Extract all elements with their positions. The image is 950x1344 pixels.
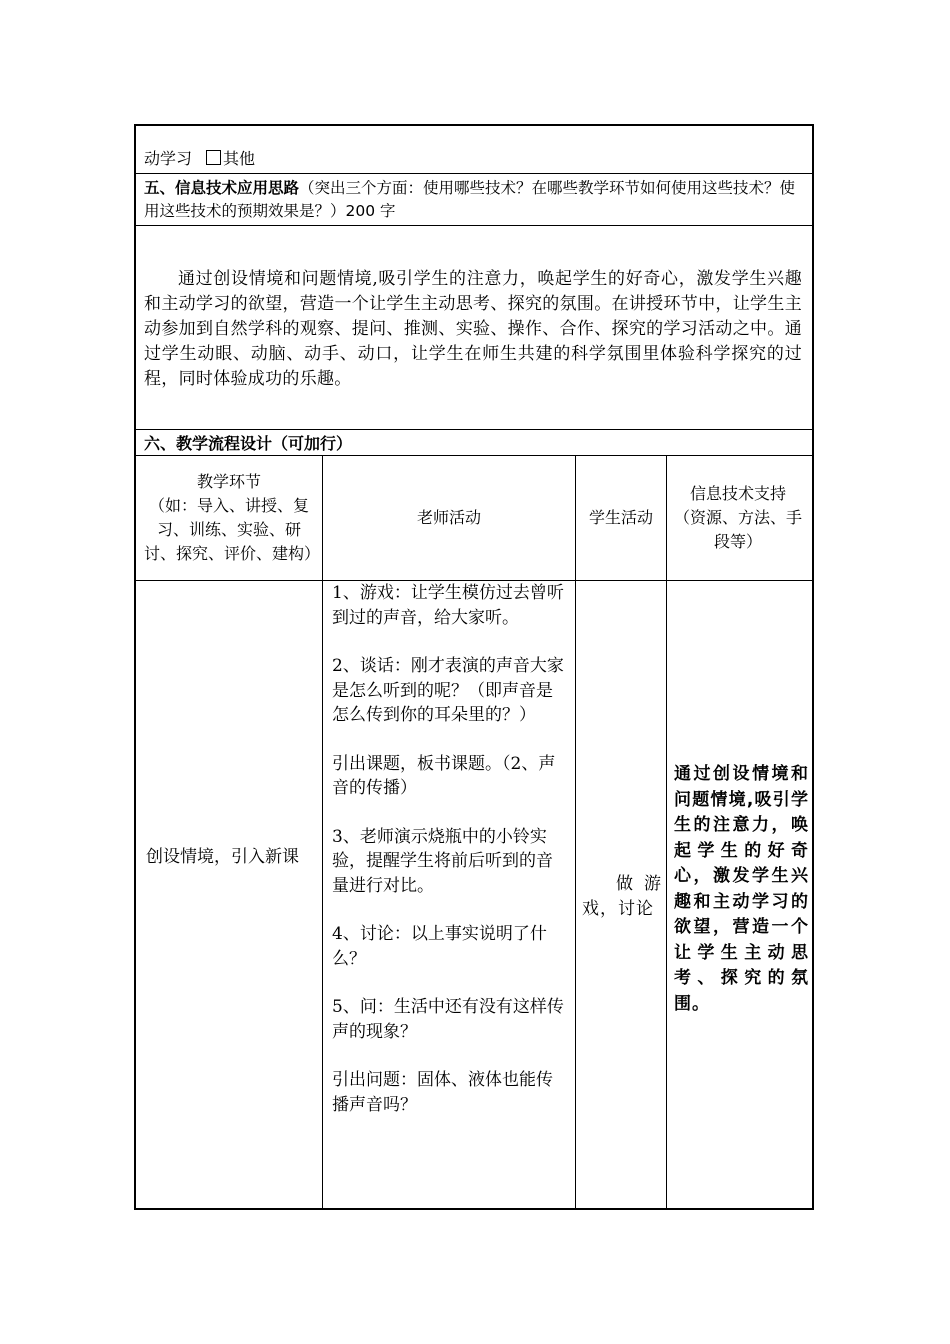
stage-cell: 创设情境，引入新课 — [146, 847, 299, 867]
learning-mode-row — [136, 126, 812, 174]
header-stage — [144, 456, 321, 580]
header-teacher: 老师活动 — [416, 508, 481, 527]
header-stage-title: 教学环节 — [196, 472, 261, 491]
teacher-item: 5、问：生活中还有没有这样传声的现象？ — [332, 997, 564, 1042]
tech-support-cell: 通过创设情境和问题情境,吸引学生的注意力，唤起学生的好奇心，激发学生兴趣和主动学习的欲望，营造一个让学生主动思考、探究的氛围。 — [674, 764, 809, 1014]
learning-mode-text: 动学习 — [144, 149, 193, 168]
header-tech-title: 信息技术支持 — [689, 484, 786, 503]
section6-title: 六、教学流程设计（可加行） — [144, 434, 353, 453]
teacher-item: 2、谈话：刚才表演的声音大家是怎么听到的呢？（即声音是怎么传到你的耳朵里的？） — [332, 656, 564, 725]
col-divider-3 — [666, 456, 667, 1210]
teacher-item: 1、游戏：让学生模仿过去曾听到过的声音，给大家听。 — [332, 583, 564, 628]
teacher-item: 引出课题，板书课题。（2、声音的传播） — [332, 753, 556, 798]
section5-body-row — [136, 226, 812, 430]
section5-body: 通过创设情境和问题情境,吸引学生的注意力，唤起学生的好奇心，激发学生兴趣和主动学习的欲望，营造一个让学生主动思考、探究的氛围。在讲授环节中，让学生主动参加到自然学科的观察、提问、推测、实验、操作、合作、探究的学习活动之中。通过学生动眼、动脑、动手、动口，让学生在师生共建的科学氛围里体验科学探究的过程，同时体验成功的乐趣。 — [144, 269, 802, 389]
student-activity-cell: 做游戏，讨论 — [582, 874, 662, 919]
header-tech-note: （资源、方法、手段等） — [674, 508, 803, 551]
form-table — [134, 124, 814, 1210]
teacher-item: 4、讨论：以上事实说明了什么？ — [332, 924, 547, 969]
section6-header — [136, 430, 812, 456]
header-stage-note: （如：导入、讲授、复习、训练、实验、研讨、探究、评价、建构） — [144, 496, 321, 563]
section5-header — [136, 174, 812, 226]
teacher-item: 3、老师演示烧瓶中的小铃实验，提醒学生将前后听到的音量进行对比。 — [332, 826, 553, 896]
header-student: 学生活动 — [588, 508, 653, 527]
teacher-activity-cell — [332, 581, 566, 1117]
teacher-item: 引出问题：固体、液体也能传播声音吗？ — [332, 1070, 553, 1115]
section5-title: 五、信息技术应用思路 — [144, 179, 300, 197]
other-checkbox-label: 其他 — [223, 149, 256, 168]
header-tech — [674, 456, 802, 580]
section5-note: （突出三个方面：使用哪些技术？在哪些教学环节如何使用这些技术？使用这些技术的预期效果是？）200 字 — [144, 179, 796, 220]
other-checkbox[interactable] — [206, 150, 221, 165]
